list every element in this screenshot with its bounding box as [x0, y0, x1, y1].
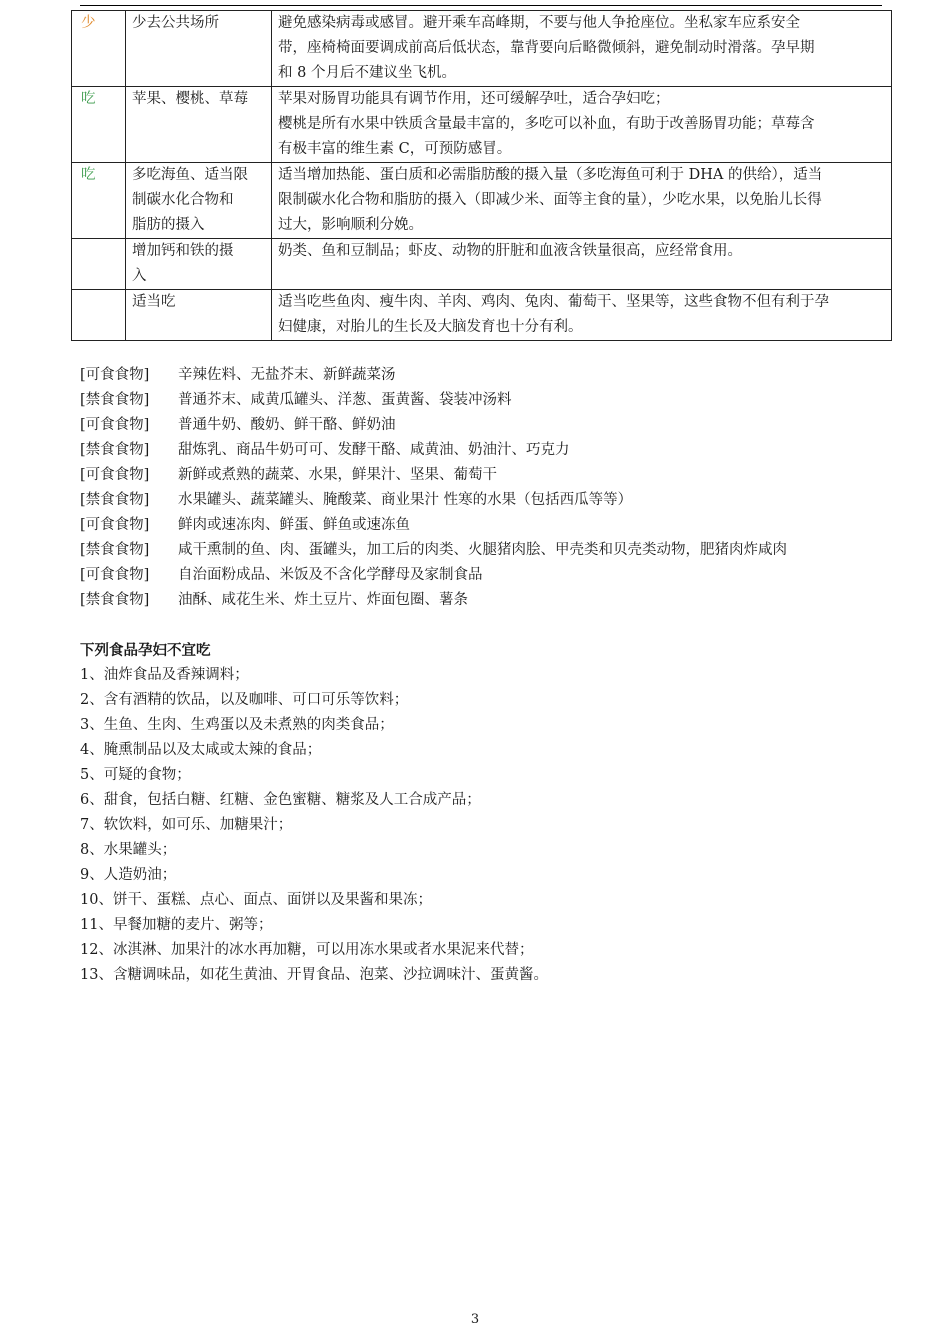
food-pair-text: 辛辣佐料、无盐芥末、新鲜蔬菜汤: [178, 367, 396, 383]
food-pair-label: [可食食物]: [80, 467, 150, 483]
row-tag: 吃: [72, 87, 126, 163]
row-tag: 少: [72, 11, 126, 87]
food-pair-text: 鲜肉或速冻肉、鲜蛋、鲜鱼或速冻鱼: [178, 517, 410, 533]
food-pair-row: [80, 588, 900, 613]
row-description: [272, 87, 892, 163]
food-pair-label: [可食食物]: [80, 417, 150, 433]
avoid-foods-list: [80, 663, 548, 988]
description-line: 妇健康，对胎儿的生长及大脑发育也十分有利。: [278, 319, 583, 335]
row-item: [126, 11, 272, 87]
item-line: 多吃海鱼、适当限: [132, 167, 248, 183]
item-line: 少去公共场所: [132, 15, 219, 31]
food-pair-row: [80, 488, 900, 513]
row-item: [126, 290, 272, 341]
item-line: 苹果、樱桃、草莓: [132, 91, 248, 107]
table-row: [72, 239, 892, 290]
list-item: 2、含有酒精的饮品，以及咖啡、可口可乐等饮料；: [80, 692, 409, 708]
list-item: 5、可疑的食物；: [80, 767, 191, 783]
description-line: 苹果对肠胃功能具有调节作用，还可缓解孕吐，适合孕妇吃；: [278, 91, 670, 107]
food-pair-text: 新鲜或煮熟的蔬菜、水果，鲜果汁、坚果、葡萄干: [178, 467, 497, 483]
table-row: [72, 290, 892, 341]
food-pair-label: [禁食食物]: [80, 542, 150, 558]
food-pair-row: [80, 438, 900, 463]
row-tag: [72, 290, 126, 341]
item-line: 适当吃: [132, 294, 176, 310]
item-line: 脂肪的摄入: [132, 217, 205, 233]
list-item: 3、生鱼、生肉、生鸡蛋以及未煮熟的肉类食品；: [80, 717, 394, 733]
description-line: 有极丰富的维生素 C，可预防感冒。: [278, 141, 512, 157]
food-pair-label: [禁食食物]: [80, 392, 150, 408]
row-tag: [72, 239, 126, 290]
food-pair-row: [80, 363, 900, 388]
food-pair-label: [禁食食物]: [80, 592, 150, 608]
food-pair-label: [可食食物]: [80, 367, 150, 383]
row-description: [272, 163, 892, 239]
row-description: [272, 290, 892, 341]
description-line: 奶类、鱼和豆制品；虾皮、动物的肝脏和血液含铁量很高，应经常食用。: [278, 243, 742, 259]
item-line: 入: [132, 268, 147, 284]
list-item: 7、软饮料，如可乐、加糖果汁；: [80, 817, 293, 833]
food-pair-label: [禁食食物]: [80, 492, 150, 508]
item-line: 制碳水化合物和: [132, 192, 234, 208]
diet-advice-table: [71, 10, 892, 341]
food-pair-row: [80, 563, 900, 588]
row-description: [272, 11, 892, 87]
food-pair-label: [可食食物]: [80, 517, 150, 533]
list-item: 13、含糖调味品，如花生黄油、开胃食品、泡菜、沙拉调味汁、蛋黄酱。: [80, 967, 548, 983]
list-item: 4、腌熏制品以及太咸或太辣的食品；: [80, 742, 322, 758]
description-line: 过大，影响顺利分娩。: [278, 217, 423, 233]
table-row: [72, 163, 892, 239]
description-line: 适当增加热能、蛋白质和必需脂肪酸的摄入量（多吃海鱼可利于 DHA 的供给），适当: [278, 167, 823, 183]
food-pair-row: [80, 388, 900, 413]
food-pair-label: [可食食物]: [80, 567, 150, 583]
list-item: 10、饼干、蛋糕、点心、面点、面饼以及果酱和果冻；: [80, 892, 432, 908]
list-item: 11、早餐加糖的麦片、粥等；: [80, 917, 273, 933]
header-rule: [80, 5, 882, 6]
description-line: 樱桃是所有水果中铁质含量最丰富的，多吃可以补血，有助于改善肠胃功能；草莓含: [278, 116, 815, 132]
row-item: [126, 87, 272, 163]
page-number: 3: [470, 1312, 480, 1327]
food-pair-text: 咸干熏制的鱼、肉、蛋罐头，加工后的肉类、火腿猪肉脍、甲壳类和贝壳类动物，肥猪肉炸咸肉: [178, 542, 787, 558]
food-pairs-list: [80, 363, 900, 613]
food-pair-row: [80, 513, 900, 538]
row-item: [126, 163, 272, 239]
avoid-foods-heading: 下列食品孕妇不宜吃: [80, 643, 211, 659]
table-row: [72, 87, 892, 163]
table-row: [72, 11, 892, 87]
list-item: 9、人造奶油；: [80, 867, 177, 883]
description-line: 带，座椅椅面要调成前高后低状态，靠背要向后略微倾斜，避免制动时滑落。孕早期: [278, 40, 815, 56]
food-pair-text: 油酥、咸花生米、炸土豆片、炸面包圈、薯条: [178, 592, 468, 608]
list-item: 12、冰淇淋、加果汁的冰水再加糖，可以用冻水果或者水果泥来代替；: [80, 942, 534, 958]
food-pair-text: 甜炼乳、商品牛奶可可、发酵干酪、咸黄油、奶油汁、巧克力: [178, 442, 570, 458]
food-pair-row: [80, 413, 900, 438]
food-pair-text: 水果罐头、蔬菜罐头、腌酸菜、商业果汁 性寒的水果（包括西瓜等等）: [178, 492, 633, 508]
description-line: 避免感染病毒或感冒。避开乘车高峰期，不要与他人争抢座位。坐私家车应系安全: [278, 15, 800, 31]
food-pair-row: [80, 463, 900, 488]
list-item: 1、油炸食品及香辣调料；: [80, 667, 249, 683]
food-pair-row: [80, 538, 900, 563]
food-pair-text: 普通芥末、咸黄瓜罐头、洋葱、蛋黄酱、袋装冲汤料: [178, 392, 512, 408]
food-pair-label: [禁食食物]: [80, 442, 150, 458]
list-item: 8、水果罐头；: [80, 842, 177, 858]
list-item: 6、甜食，包括白糖、红糖、金色蜜糖、糖浆及人工合成产品；: [80, 792, 481, 808]
food-pair-text: 自治面粉成品、米饭及不含化学酵母及家制食品: [178, 567, 483, 583]
food-pair-text: 普通牛奶、酸奶、鲜干酪、鲜奶油: [178, 417, 396, 433]
description-line: 和 8 个月后不建议坐飞机。: [278, 65, 456, 81]
item-line: 增加钙和铁的摄: [132, 243, 234, 259]
description-line: 限制碳水化合物和脂肪的摄入（即减少米、面等主食的量），少吃水果，以免胎儿长得: [278, 192, 822, 208]
row-tag: 吃: [72, 163, 126, 239]
row-description: [272, 239, 892, 290]
description-line: 适当吃些鱼肉、瘦牛肉、羊肉、鸡肉、兔肉、葡萄干、坚果等，这些食物不但有利于孕: [278, 294, 829, 310]
row-item: [126, 239, 272, 290]
